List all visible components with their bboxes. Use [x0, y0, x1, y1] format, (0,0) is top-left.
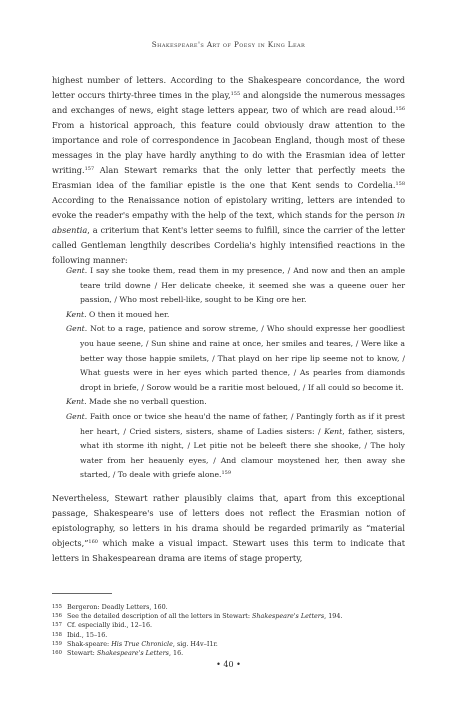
quote-line: [66, 308, 405, 323]
quote-line: [66, 410, 405, 483]
text-run: , sig. H4v–I1r.: [172, 639, 218, 648]
quote-line: [66, 395, 405, 410]
text-run: Stewart:: [67, 649, 97, 658]
footnote: [52, 603, 405, 612]
footnote-ref: 159: [221, 470, 232, 477]
italic-run: in absentia: [52, 210, 405, 235]
footnote: [52, 640, 405, 649]
text-run: Alan Stewart remarks that the only letter that perfectly meets the Erasmian idea of the familiar epistle is the one that Kent sends to Cordelia.: [52, 165, 405, 190]
footnote: [52, 612, 405, 621]
footnote-number: 159: [52, 640, 62, 647]
footnote: [52, 621, 405, 630]
footnote-ref: 155: [230, 91, 241, 97]
speaker-name: Gent.: [66, 411, 88, 421]
footnote-number: 155: [52, 604, 62, 610]
quote-text: I say she tooke them, read them in my presence, / And now and then an ample teare trild downe / Her delicate cheeke, it seemed she was a queene ouer her passion, / Who most rebell-like, sought to be King ore her.: [80, 266, 405, 305]
body-paragraph-1: [52, 73, 405, 268]
footnote-number: 156: [52, 613, 62, 620]
footnote-ref: 157: [84, 166, 95, 172]
block-quote: [66, 264, 405, 483]
footnotes: [52, 603, 405, 658]
footnote-rule: [52, 593, 112, 594]
footnote-number: 160: [52, 650, 62, 657]
text-run: From a historical approach, this feature could obviously draw attention to the importance and role of correspondence in Jacobean England, though most of these messages in the play have hardly anything to do with the Erasmian idea of letter writing.: [52, 120, 405, 175]
quote-text: Faith once or twice she heau'd the name of father, / Pantingly forth as if it prest her heart, / Cried sisters, sisters, shame of Ladies sisters: /: [80, 411, 405, 436]
text-run: , 194.: [324, 612, 343, 621]
text-run: Bergeron: Deadly Letters, 160.: [67, 603, 168, 611]
text-run: See the detailed description of all the letters in Stewart:: [67, 612, 253, 621]
text-run: Ibid., 15–16.: [67, 630, 108, 639]
quote-text: O then it moued her.: [86, 309, 170, 319]
page-number: • 40 •: [216, 660, 241, 669]
text-run: and alongside the numerous messages and exchanges of news, eight stage letters appear, two of which are read aloud.: [52, 90, 405, 115]
footnote: [52, 649, 405, 658]
text-run: According to the Renaissance notion of epistolary writing, letters are intended to evoke the reader's empathy with the help of the text, which stands for the person: [52, 195, 405, 220]
speaker-name: Gent.: [66, 266, 88, 275]
italic-run: His True Chronicle: [111, 639, 173, 648]
quote-line: [66, 264, 405, 308]
footnote-number: 157: [52, 622, 62, 629]
text-run: Cf. especially ibid., 12–16.: [67, 621, 153, 630]
speaker-name: Kent: [324, 426, 343, 436]
footnote-ref: 160: [88, 539, 98, 545]
footnote-ref: 158: [395, 181, 405, 187]
paragraph-text: [52, 491, 405, 566]
running-head: Shakespeare's Art of Poesy in King Lear: [151, 40, 306, 49]
speaker-name: Gent.: [66, 324, 88, 334]
italic-run: Shakespeare's Letters: [252, 612, 325, 621]
text-run: Shak-speare:: [67, 639, 112, 648]
quote-text: , father, sisters, what ith storme ith night, / Let pitie not be beleeft there she shooke, / The holy water from her heauenly eyes, / And clamour moystened her, then away she started, / To deale with griefe alone.: [80, 426, 405, 480]
quote-text: Made she no verball question.: [86, 397, 207, 407]
footnote-number: 158: [52, 631, 62, 638]
text-run: which make a visual impact. Stewart uses this term to indicate that letters in Shakespearean drama are items of stage property,: [52, 538, 405, 563]
footnote-ref: 156: [395, 106, 405, 112]
quote-text: Not to a rage, patience and sorow streme, / Who should expresse her goodliest you haue seene, / Sun shine and raine at once, her smiles and teares, / Were like a better way those happie smilets, / That playd on her ripe lip seeme not to know, / What guests were in her eyes which parted thence, / As pearles from diamonds dropt in briefe, / Sorow would be a raritie most beloued, / If all could so become it.: [80, 324, 405, 392]
quote-line: [66, 322, 405, 395]
text-run: highest number of letters. According to the Shakespeare concordance, the word letter occurs thirty-three times in the play,: [52, 75, 405, 100]
speaker-name: Kent.: [66, 397, 87, 407]
speaker-name: Kent.: [66, 309, 87, 319]
text-run: , 16.: [168, 649, 184, 658]
text-run: , a criterium that Kent's letter seems to fulfill, since the carrier of the letter called Gentleman lengthily describes Cordelia's highly intensified reactions in the following manner:: [52, 225, 405, 265]
body-paragraph-2: [52, 491, 405, 566]
paragraph-text: [52, 73, 405, 268]
footnote: [52, 631, 405, 640]
italic-run: Shakespeare's Letters: [96, 649, 169, 658]
text-run: Nevertheless, Stewart rather plausibly claims that, apart from this exceptional passage, Shakespeare's use of letters does not reflect the Erasmian notion of epistolography, so letters in his drama should be regarded primarily as “material objects,”: [52, 493, 405, 548]
